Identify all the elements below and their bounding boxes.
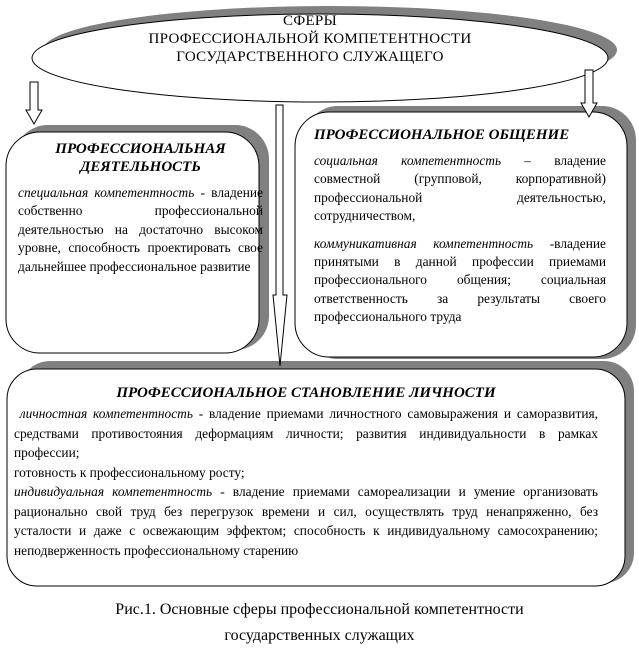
right-box-section [314, 235, 606, 327]
caption-line: Рис.1. Основные сферы профессиональной компетентности [115, 601, 524, 618]
caption-line: государственных служащих [224, 627, 415, 644]
left-box-title-line: ПРОФЕССИОНАЛЬНАЯ [55, 141, 226, 157]
left-box-title-line: ДЕЯТЕЛЬНОСТЬ [80, 159, 201, 175]
term: социальная компетентность [314, 153, 502, 168]
center-title [110, 12, 510, 66]
left-box-text [18, 184, 263, 276]
arrow-left-icon [26, 82, 42, 124]
left-box-content [18, 140, 263, 276]
center-title-line: ПРОФЕССИОНАЛЬНОЙ КОМПЕТЕНТНОСТИ [148, 31, 472, 47]
left-box-title [18, 140, 263, 176]
bottom-box-title: ПРОФЕССИОНАЛЬНОЕ СТАНОВЛЕНИЕ ЛИЧНОСТИ [116, 385, 496, 401]
definition: - владение приемами личностного самовыражения и саморазвития, средствами противостояния деформациям личности; развития индивидуальности в рамках профессии; [14, 406, 598, 460]
right-box-title: ПРОФЕССИОНАЛЬНОЕ ОБЩЕНИЕ [314, 127, 570, 143]
center-title-line: ГОСУДАРСТВЕННОГО СЛУЖАЩЕГО [176, 49, 444, 65]
term: индивидуальная компетентность [14, 484, 213, 499]
figure-caption [0, 597, 639, 649]
center-title-line: СФЕРЫ [283, 13, 337, 29]
arrow-center-icon [273, 105, 287, 366]
bottom-box-text: готовность к профессиональному росту; [14, 464, 245, 480]
right-box-section [314, 152, 606, 226]
right-box-content [314, 126, 606, 327]
bottom-box-text [14, 482, 598, 560]
bottom-box-content [14, 384, 598, 560]
bottom-box-text [14, 404, 598, 463]
definition: -владение принятыми в данной профессии приемами профессионального общения; социальная ответственность за результаты своего профессионального труда [314, 235, 606, 325]
term: личностная компетентность [19, 406, 193, 421]
definition: - владение собственно профессиональной деятельностью на достаточно высоком уровне, способность проектировать свое дальнейшее профессиональное развитие [18, 185, 263, 274]
term: специальная компетентность [18, 185, 195, 200]
definition: – владение совместной (групповой, корпоративной) профессиональной деятельностью, сотрудничеством, [314, 153, 607, 224]
definition: - владение приемами самореализации и умение организовать рационально свой труд без перегрузок времени и сил, осуществлять труд ненапряженно, без усталости и даже с освежающим эффектом; способность к индивидуальному самосохранению; неподверженность профессиональному старению [14, 484, 598, 558]
term: коммуникативная компетентность [314, 235, 534, 251]
